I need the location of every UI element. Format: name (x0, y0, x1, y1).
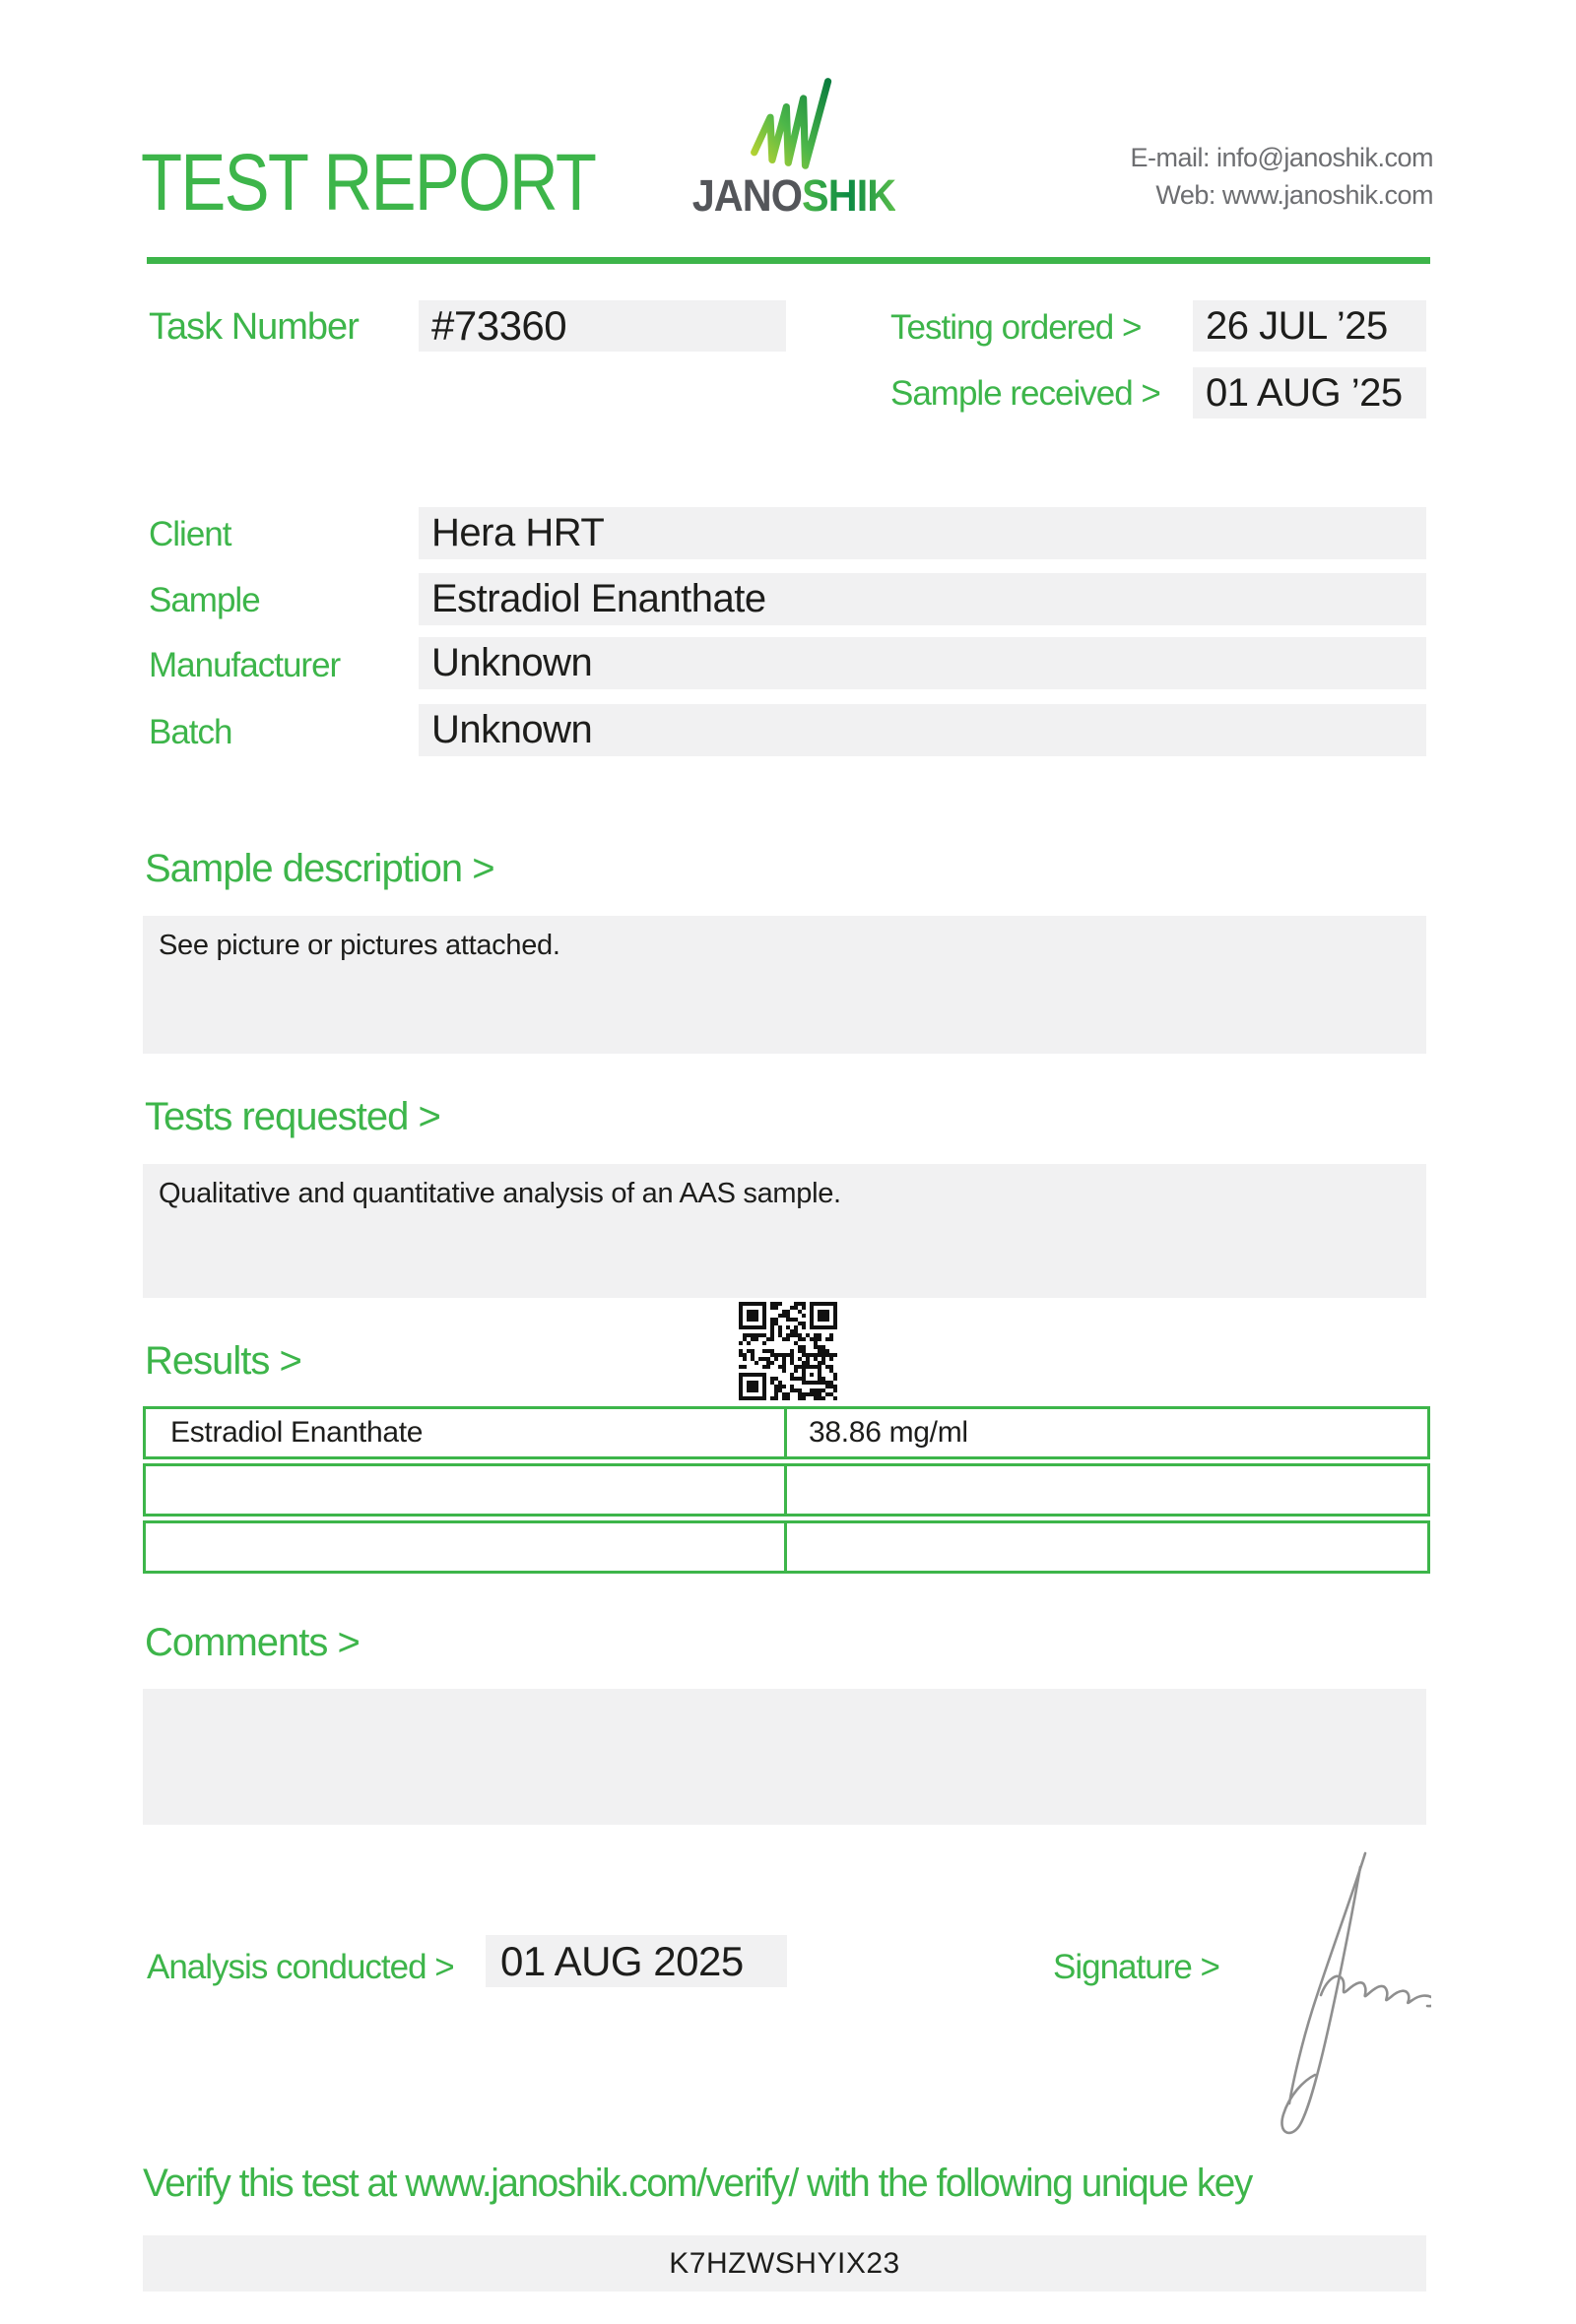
client-value-box (419, 507, 1426, 559)
comments-text (143, 1689, 1426, 1712)
testing-ordered-value: 26 JUL ’25 (1206, 304, 1388, 348)
result-analyte: Estradiol Enanthate (146, 1409, 787, 1456)
logo-wordmark-primary: JANO (691, 170, 803, 221)
handwritten-signature (1264, 1847, 1431, 2143)
analysis-date-box (486, 1935, 787, 1987)
batch-value: Unknown (431, 708, 593, 751)
comments-box (143, 1689, 1426, 1825)
sample-received-value-box (1193, 367, 1426, 419)
logo-wordmark-secondary: SHIK (802, 170, 896, 221)
result-analyte (146, 1523, 787, 1571)
manufacturer-value: Unknown (431, 641, 593, 684)
comments-heading: Comments > (145, 1621, 360, 1664)
sample-description-text: See picture or pictures attached. (159, 930, 560, 961)
client-value: Hera HRT (431, 511, 605, 554)
contact-email: E-mail: info@janoshik.com (1130, 143, 1433, 172)
unique-key-box (143, 2235, 1426, 2292)
task-number-label: Task Number (149, 306, 359, 348)
tests-requested-box (143, 1164, 1426, 1298)
task-number-value: #73360 (431, 302, 567, 349)
analysis-date: 01 AUG 2025 (500, 1938, 744, 1984)
signature-label: Signature > (1053, 1948, 1219, 1986)
table-row (143, 1463, 1430, 1517)
task-number-value-box (419, 300, 786, 352)
unique-key: K7HZWSHYIX23 (669, 2247, 900, 2280)
result-value (787, 1466, 1427, 1514)
sample-description-box (143, 916, 1426, 1054)
result-value (787, 1523, 1427, 1571)
logo-wordmark (689, 170, 898, 221)
result-value: 38.86 mg/ml (809, 1416, 968, 1449)
batch-label: Batch (149, 713, 232, 751)
sample-label: Sample (149, 581, 260, 619)
contact-web: Web: www.janoshik.com (1155, 180, 1433, 210)
testing-ordered-value-box (1193, 300, 1426, 352)
results-table (143, 1406, 1430, 1578)
client-label: Client (149, 515, 231, 553)
sample-value-box (419, 573, 1426, 625)
manufacturer-label: Manufacturer (149, 646, 341, 684)
results-heading: Results > (145, 1339, 301, 1383)
analysis-conducted-label: Analysis conducted > (147, 1948, 454, 1986)
rising-chart-icon (747, 75, 841, 169)
verify-instruction: Verify this test at www.janoshik.com/verify/ with the following unique key (143, 2162, 1252, 2205)
contact-info (1130, 139, 1433, 214)
batch-value-box (419, 704, 1426, 756)
sample-value: Estradiol Enanthate (431, 577, 766, 620)
result-analyte (146, 1466, 787, 1514)
testing-ordered-label: Testing ordered > (890, 308, 1142, 347)
page-title: TEST REPORT (141, 138, 596, 227)
sample-received-label: Sample received > (890, 374, 1160, 413)
qr-code (739, 1302, 837, 1400)
table-row (143, 1520, 1430, 1574)
sample-received-value: 01 AUG ’25 (1206, 371, 1403, 415)
sample-description-heading: Sample description > (145, 847, 494, 890)
tests-requested-heading: Tests requested > (145, 1095, 440, 1138)
manufacturer-value-box (419, 637, 1426, 689)
logo (680, 75, 908, 221)
table-row (143, 1406, 1430, 1459)
header-divider (147, 257, 1430, 264)
tests-requested-text: Qualitative and quantitative analysis of an AAS sample. (159, 1178, 841, 1209)
